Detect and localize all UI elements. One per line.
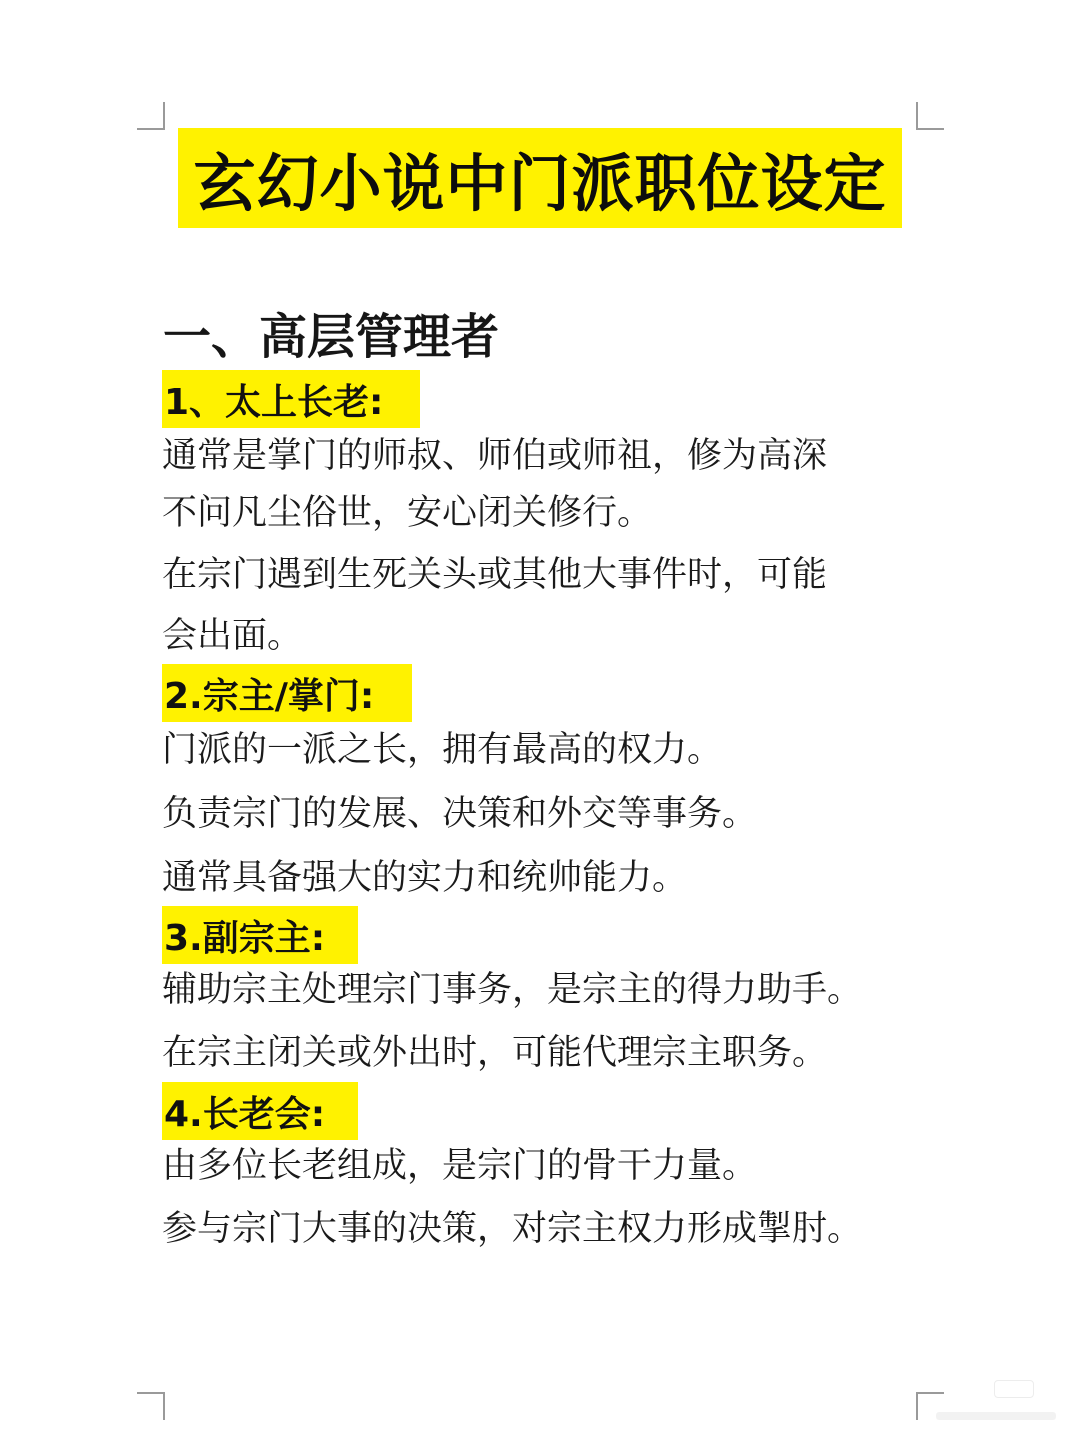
item-label-zongzhu-zhangmen: 2.宗主/掌门: <box>162 664 412 722</box>
item-label-fu-zongzhu: 3.副宗主: <box>162 906 358 964</box>
corner-mark-top-right <box>916 102 944 130</box>
item-1-line-2: 不问凡尘俗世，安心闭关修行。 <box>162 493 653 533</box>
corner-mark-bottom-left <box>137 1392 165 1420</box>
item-1-line-3: 在宗门遇到生死关头或其他大事件时，可能 <box>162 555 828 595</box>
item-label-zhanglaohui: 4.长老会: <box>162 1082 358 1140</box>
item-1-line-4: 会出面。 <box>162 616 303 656</box>
item-2-line-3: 通常具备强大的实力和统帅能力。 <box>162 858 688 898</box>
item-2-line-1: 门派的一派之长，拥有最高的权力。 <box>162 730 723 770</box>
watermark-bar <box>936 1412 1056 1420</box>
watermark-logo <box>936 1380 1056 1420</box>
section-heading: 一、高层管理者 <box>163 309 500 365</box>
item-3-line-2: 在宗主闭关或外出时，可能代理宗主职务。 <box>162 1033 828 1073</box>
page-title: 玄幻小说中门派职位设定 <box>178 128 902 228</box>
item-3-line-1: 辅助宗主处理宗门事务，是宗主的得力助手。 <box>162 970 863 1010</box>
item-2-line-2: 负责宗门的发展、决策和外交等事务。 <box>162 794 758 834</box>
item-4-line-1: 由多位长老组成，是宗门的骨干力量。 <box>162 1146 758 1186</box>
watermark-badge-icon <box>994 1380 1034 1398</box>
item-1-line-1: 通常是掌门的师叔、师伯或师祖，修为高深 <box>162 436 828 476</box>
item-4-line-2: 参与宗门大事的决策，对宗主权力形成掣肘。 <box>162 1209 863 1249</box>
corner-mark-top-left <box>137 102 165 130</box>
item-label-taishang-zhanglao: 1、太上长老: <box>162 370 420 428</box>
